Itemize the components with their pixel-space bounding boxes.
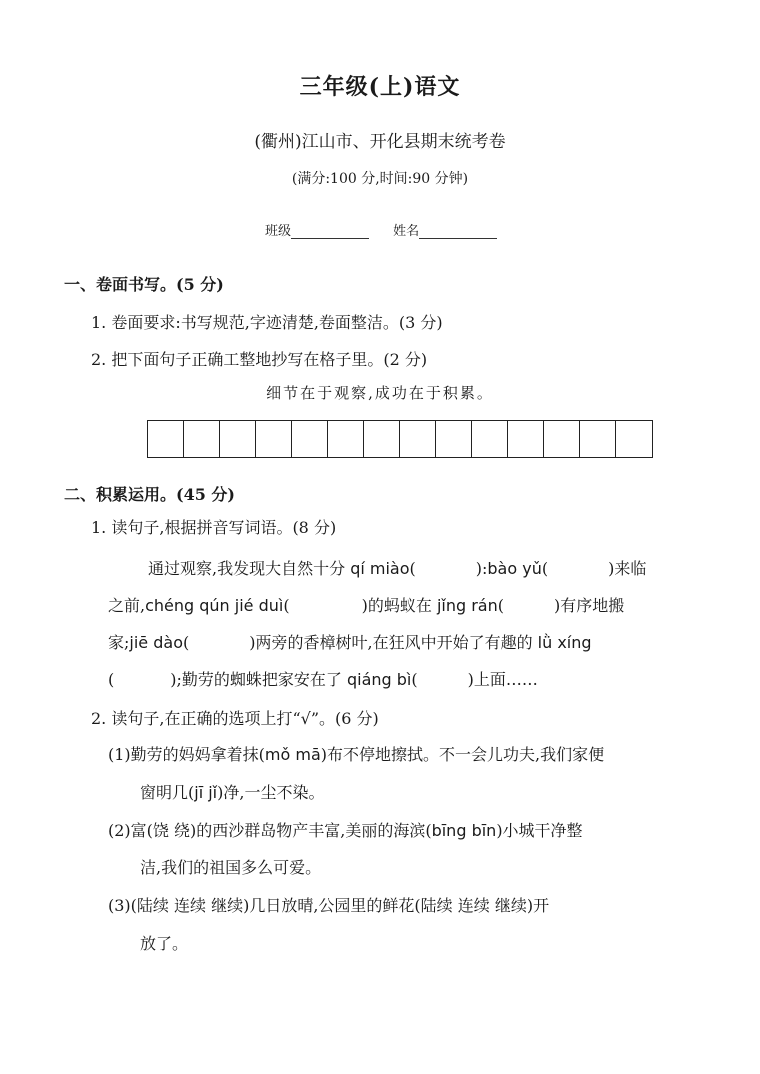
pinyin: qiáng bì (346, 670, 412, 689)
text: )净,一尘不染。 (217, 783, 325, 802)
paren: ) (475, 559, 482, 578)
pinyin-line-2 (108, 593, 624, 616)
section1-heading: 一、卷面书写。(5 分) (64, 275, 224, 294)
pinyin-options[interactable]: jī jǐ (194, 783, 218, 802)
grid-cell[interactable] (580, 421, 616, 457)
paren: ( (182, 633, 190, 652)
pinyin: lǜ xíng (537, 633, 592, 652)
section2-q2-label: 2. 读句子,在正确的选项上打“√”。(6 分) (91, 709, 379, 728)
text: )小城干净整 (496, 821, 583, 840)
copy-sentence: 细节在于观察,成功在于积累。 (266, 384, 494, 402)
grid-cell[interactable] (148, 421, 184, 457)
text: )上面…… (467, 670, 538, 689)
grid-cell[interactable] (400, 421, 436, 457)
text: : (482, 559, 488, 578)
text: 家; (108, 633, 130, 652)
pinyin-line-1 (148, 556, 646, 579)
choice-item-1-line-1 (108, 742, 604, 765)
paren: ( (409, 559, 416, 578)
text: )有序地搬 (553, 596, 625, 615)
section1-q2: 2. 把下面句子正确工整地抄写在格子里。(2 分) (91, 350, 428, 369)
score-time-info: (满分:100 分,时间:90 分钟) (291, 171, 469, 187)
text: )布不停地擦拭。不一会儿功夫,我们家便 (320, 745, 605, 764)
exam-subtitle: (衢州)江山市、开化县期末统考卷 (254, 132, 506, 152)
choice-item-2-line-1 (108, 818, 583, 841)
student-info-row (265, 220, 517, 239)
text: (1)勤劳的妈妈拿着抹( (108, 745, 265, 764)
pinyin: chéng qún jié duì (145, 596, 284, 615)
choice-item-3-line-1[interactable]: (3)(陆续 连续 继续)几日放晴,公园里的鲜花(陆续 连续 继续)开 (108, 896, 550, 915)
grid-cell[interactable] (292, 421, 328, 457)
grid-cell[interactable] (472, 421, 508, 457)
paren: ( (541, 559, 549, 578)
pinyin: qí miào (350, 559, 410, 578)
class-label: 班级 (265, 224, 292, 239)
pinyin-options[interactable]: bīng bīn (431, 821, 497, 840)
text[interactable]: (2)富(饶 绕)的西沙群岛物产丰富,美丽的海滨( (108, 821, 432, 840)
name-label: 姓名 (393, 224, 420, 239)
section2-heading: 二、积累运用。(45 分) (64, 485, 235, 504)
pinyin: jǐng rán (436, 596, 498, 615)
grid-cell[interactable] (220, 421, 256, 457)
text: );勤劳的蜘蛛把家安在了 (170, 670, 347, 689)
pinyin-line-3 (108, 630, 592, 653)
pinyin-options[interactable]: mǒ mā (264, 745, 321, 764)
grid-cell[interactable] (616, 421, 652, 457)
text: )两旁的香樟树叶,在狂风中开始了有趣的 (249, 633, 538, 652)
grid-cell[interactable] (364, 421, 400, 457)
pinyin: bào yǔ (487, 559, 542, 578)
page-title: 三年级(上)语文 (299, 74, 461, 100)
text: 通过观察,我发现大自然十分 (148, 559, 351, 578)
writing-grid[interactable] (147, 420, 653, 458)
grid-cell[interactable] (328, 421, 364, 457)
pinyin-line-4 (108, 667, 538, 690)
paren: ( (108, 670, 115, 689)
class-blank[interactable] (291, 226, 369, 239)
grid-cell[interactable] (436, 421, 472, 457)
text: )的蚂蚁在 (361, 596, 437, 615)
text: )来临 (608, 559, 647, 578)
name-blank[interactable] (419, 226, 497, 239)
grid-cell[interactable] (256, 421, 292, 457)
text: 窗明几( (140, 783, 195, 802)
choice-item-2-line-2: 洁,我们的祖国多么可爱。 (140, 858, 322, 877)
paren: ( (283, 596, 290, 615)
grid-cell[interactable] (544, 421, 580, 457)
paren: ( (497, 596, 504, 615)
choice-item-3-line-2: 放了。 (140, 934, 189, 953)
grid-cell[interactable] (508, 421, 544, 457)
pinyin: jiē dào (129, 633, 183, 652)
grid-cell[interactable] (184, 421, 220, 457)
choice-item-1-line-2 (140, 780, 324, 803)
paren: ( (411, 670, 418, 689)
text: 之前, (108, 596, 146, 615)
section2-q1-label: 1. 读句子,根据拼音写词语。(8 分) (91, 518, 337, 537)
section1-q1: 1. 卷面要求:书写规范,字迹清楚,卷面整洁。(3 分) (91, 313, 443, 332)
